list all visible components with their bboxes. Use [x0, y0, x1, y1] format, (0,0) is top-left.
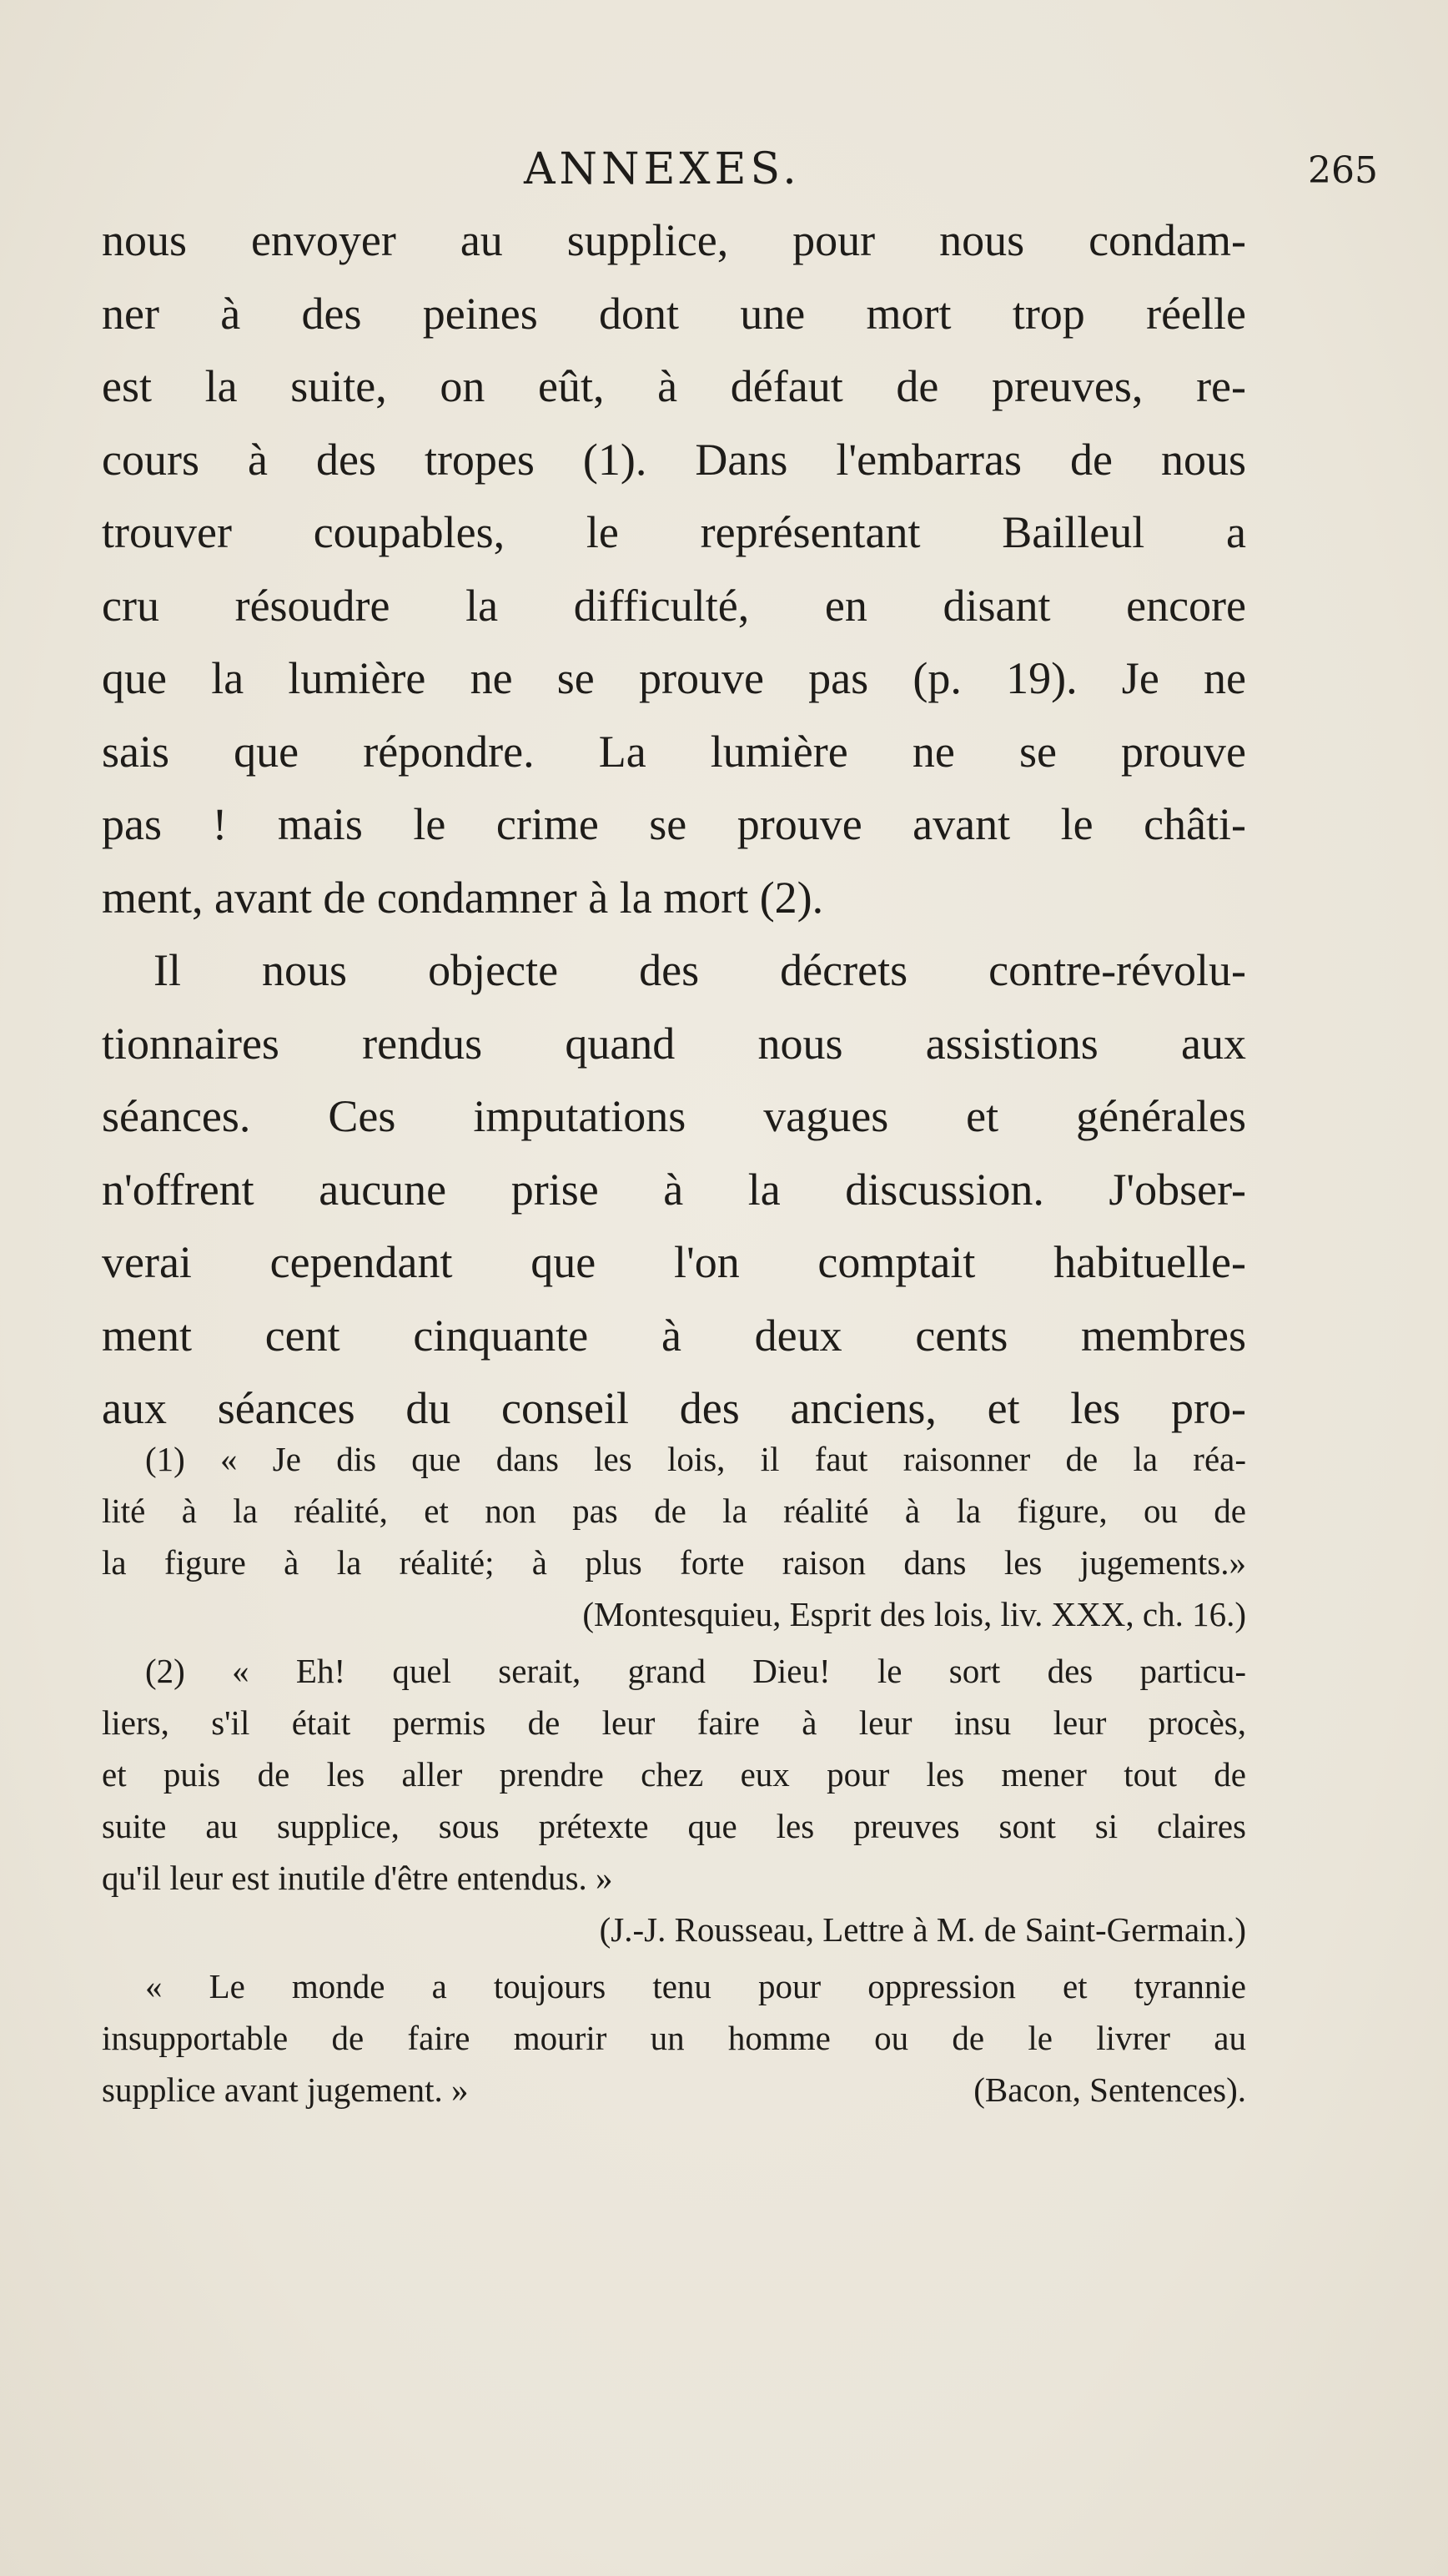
footnote-citation: (J.-J. Rousseau, Lettre à M. de Saint-Germain.): [599, 1910, 1246, 1949]
body-line: que la lumière ne se prouve pas (p. 19). Je ne: [102, 653, 1246, 703]
footnote-line: la figure à la réalité; à plus forte raison dans les jugements.»: [102, 1543, 1246, 1582]
footnote-line: (1) « Je dis que dans les lois, il faut raisonner de la réa-: [145, 1440, 1246, 1478]
body-line: ner à des peines dont une mort trop réelle: [102, 288, 1246, 339]
footnote-final-line: [102, 2064, 1246, 2116]
body-line: nous envoyer au supplice, pour nous condam-: [102, 215, 1246, 265]
body-line: Il nous objecte des décrets contre-révolu-: [153, 945, 1246, 995]
body-line: ment, avant de condamner à la mort (2).: [102, 872, 824, 923]
body-line: trouver coupables, le représentant Bailleul a: [102, 507, 1246, 557]
footnote-line: insupportable de faire mourir un homme ou de le livrer au: [102, 2019, 1246, 2057]
footnotes: [102, 1433, 1246, 2116]
body-line: verai cependant que l'on comptait habituelle-: [102, 1237, 1246, 1287]
body-line: sais que répondre. La lumière ne se prouve: [102, 726, 1246, 777]
footnote-3: [102, 1960, 1246, 2116]
body-line: cru résoudre la difficulté, en disant encore: [102, 580, 1246, 631]
body-text: [102, 204, 1246, 1446]
footnote-line: « Le monde a toujours tenu pour oppression et tyrannie: [145, 1967, 1246, 2005]
footnote-line: supplice avant jugement. »: [102, 2070, 469, 2109]
footnote-line: et puis de les aller prendre chez eux pour les mener tout de: [102, 1755, 1246, 1794]
body-line: aux séances du conseil des anciens, et les pro-: [102, 1383, 1246, 1433]
footnote-line: lité à la réalité, et non pas de la réalité à la figure, ou de: [102, 1492, 1246, 1530]
body-line: cours à des tropes (1). Dans l'embarras de nous: [102, 434, 1246, 485]
body-line: est la suite, on eût, à défaut de preuves, re-: [102, 361, 1246, 411]
body-line: n'offrent aucune prise à la discussion. J'obser-: [102, 1164, 1246, 1215]
running-head: ANNEXES.: [524, 144, 801, 194]
footnote-line: (2) « Eh! quel serait, grand Dieu! le sort des particu-: [145, 1652, 1246, 1690]
body-line: pas ! mais le crime se prouve avant le châti-: [102, 799, 1246, 849]
body-line: tionnaires rendus quand nous assistions aux: [102, 1018, 1246, 1069]
body-line: ment cent cinquante à deux cents membres: [102, 1310, 1246, 1361]
footnote-2: [102, 1645, 1246, 1955]
page-number: 265: [1308, 149, 1378, 192]
body-line: séances. Ces imputations vagues et générales: [102, 1091, 1246, 1141]
footnote-line: suite au supplice, sous prétexte que les preuves sont si claires: [102, 1807, 1246, 1845]
footnote-citation: (Montesquieu, Esprit des lois, liv. XXX, ch. 16.): [582, 1595, 1246, 1633]
footnote-citation: (Bacon, Sentences).: [973, 2070, 1246, 2109]
footnote-line: liers, s'il était permis de leur faire à leur insu leur procès,: [102, 1703, 1246, 1742]
page-header: [0, 140, 1448, 199]
footnote-1: [102, 1433, 1246, 1640]
footnote-line: qu'il leur est inutile d'être entendus. »: [102, 1859, 613, 1897]
